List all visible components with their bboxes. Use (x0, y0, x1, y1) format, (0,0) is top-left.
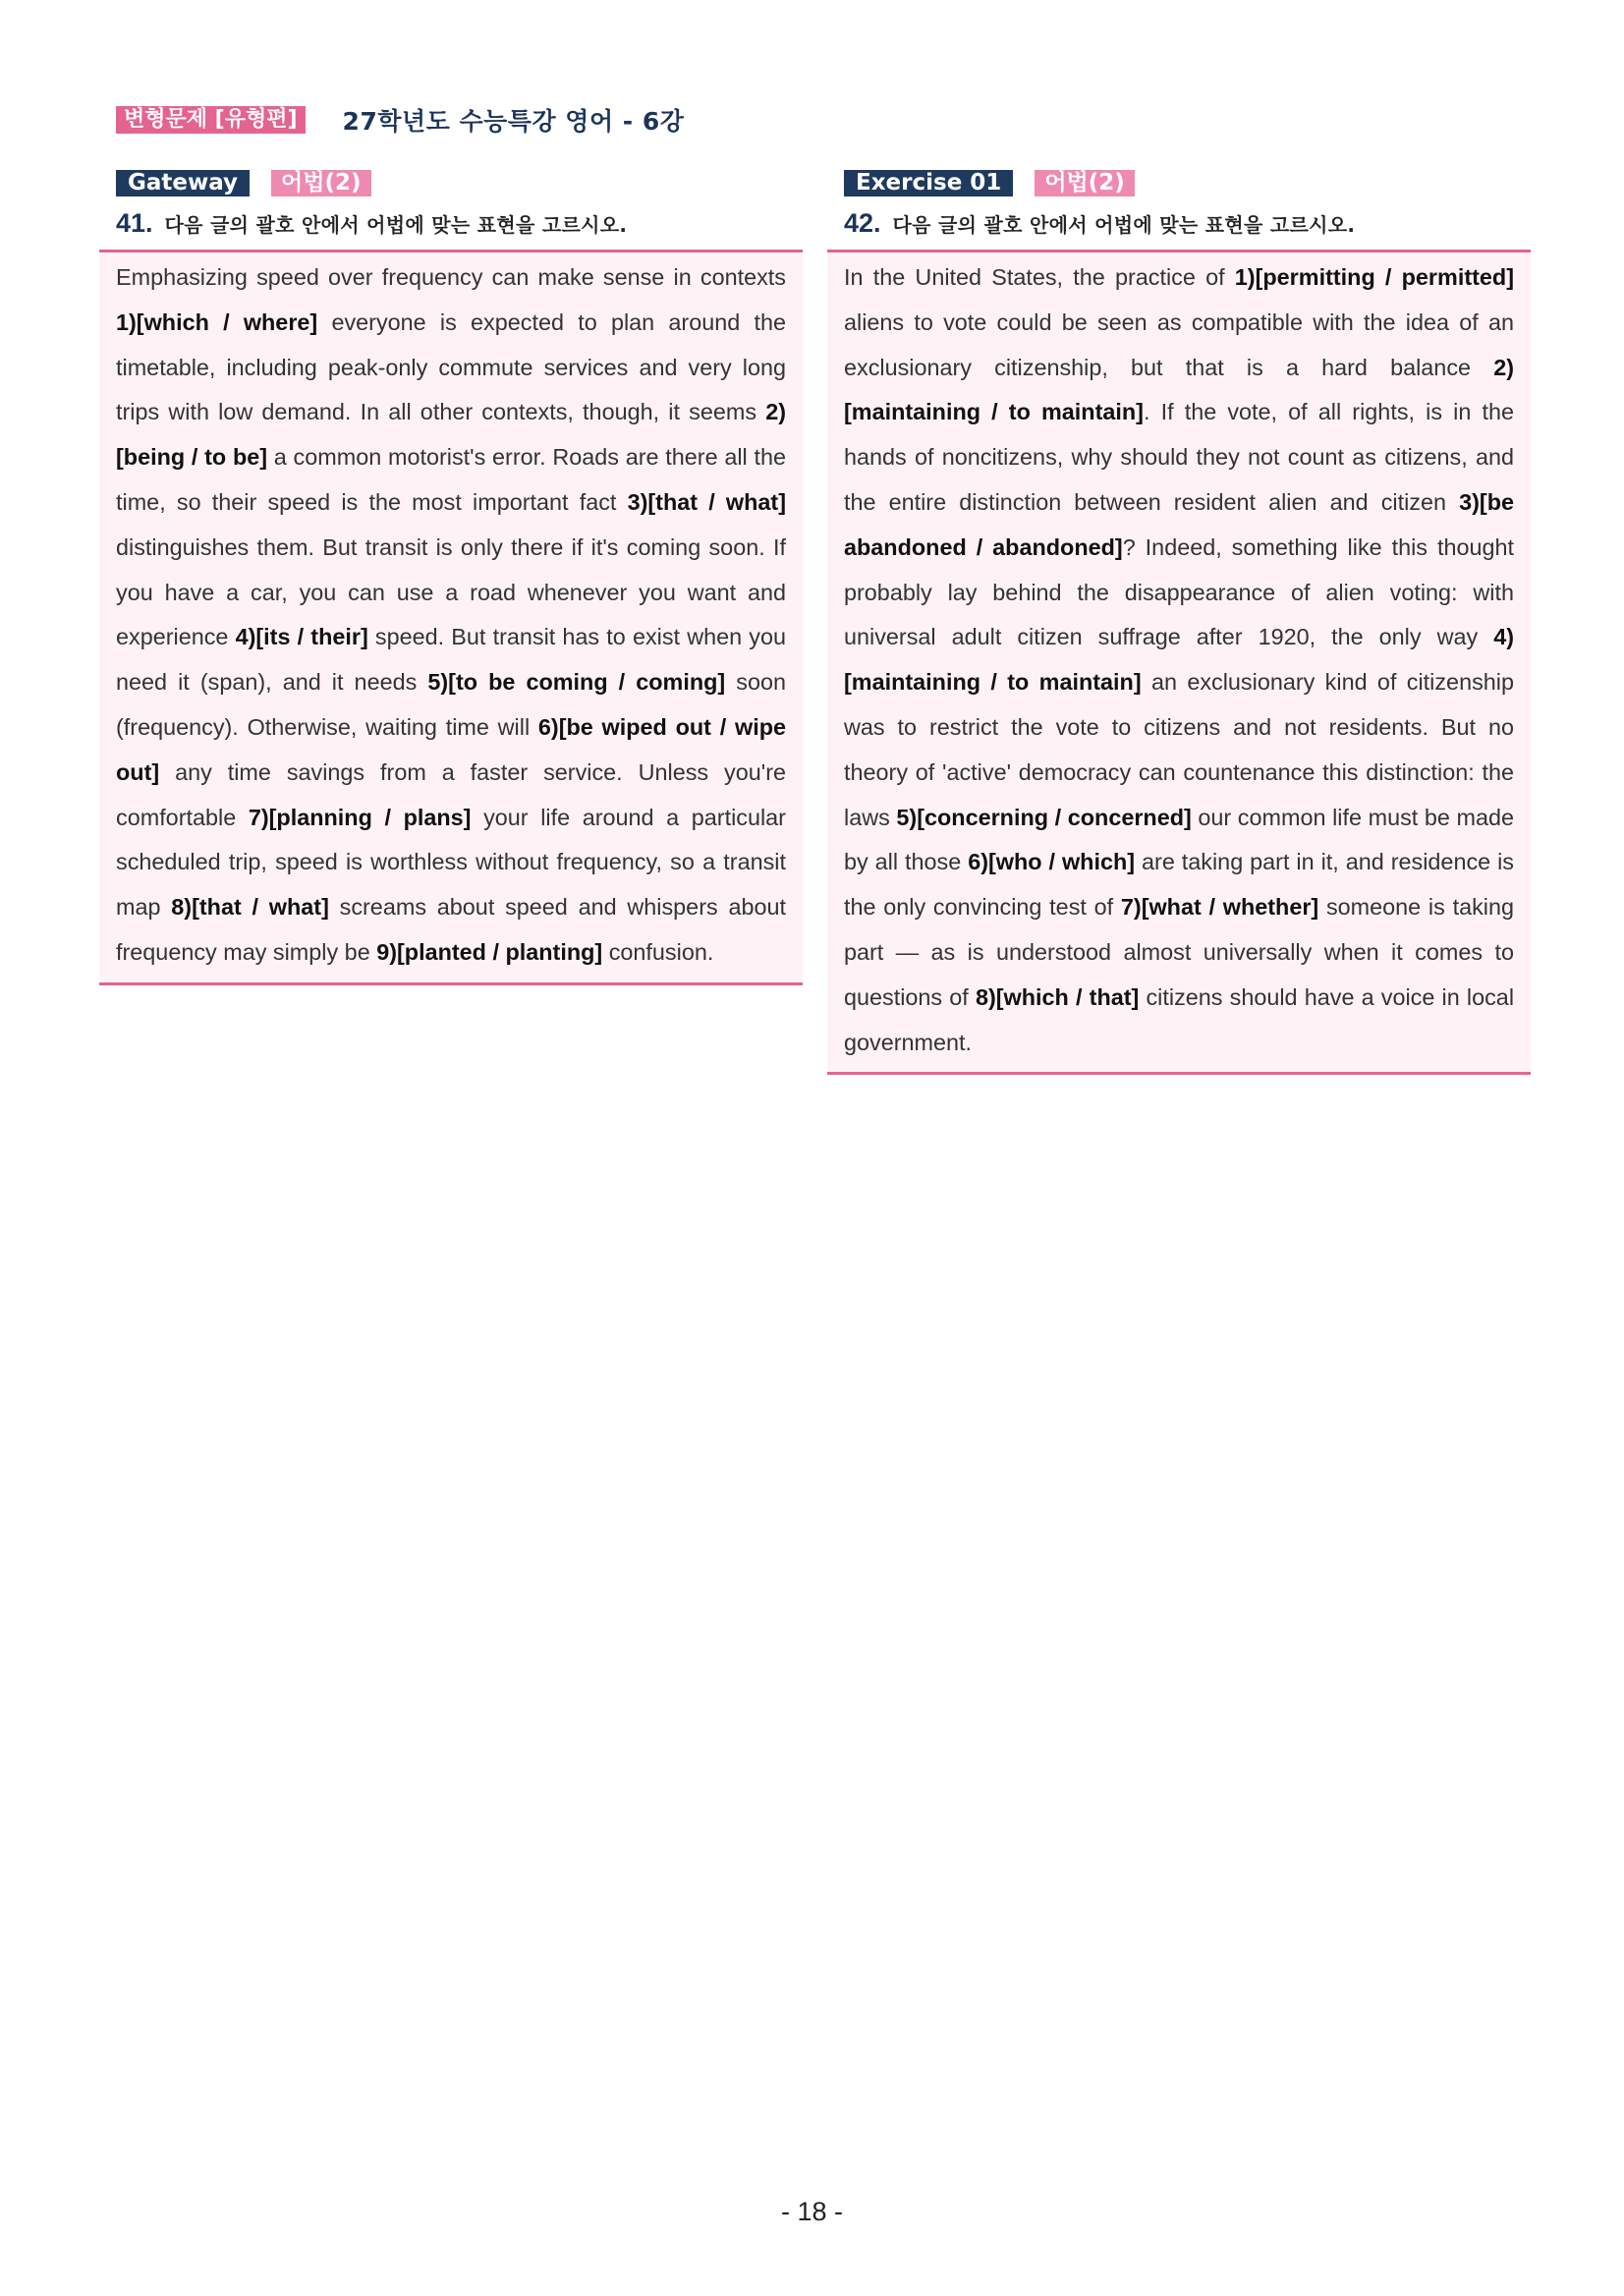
passage-text: screams about speed and whispers about frequency may simply be (116, 894, 786, 965)
grammar-choice: 4)[maintaining / to maintain] (844, 624, 1514, 696)
passage-text: someone is taking part — as is understood almost universally when it comes to questions of (844, 894, 1514, 1010)
passage-text: aliens to vote could be seen as compatible with the idea of an exclusionary citizenship, but that is a hard balance (844, 308, 1514, 380)
page-title: 27학년도 수능특강 영어 - 6강 (342, 107, 685, 136)
passage-text: In the United States, the practice of (844, 264, 1235, 290)
question-type-label: 어법(2) (271, 170, 370, 196)
passage-text: ? Indeed, something like this thought probably lay behind the disappearance of alien voting: with universal adult citizen suffrage after 1920, the only way (844, 533, 1514, 650)
passage-text: citizens should have a voice in local government. (844, 983, 1515, 1055)
grammar-choice: 2)[maintaining / to maintain] (844, 354, 1514, 425)
section-labels (116, 169, 803, 196)
passage-text: your life around a particular scheduled trip, speed is worthless without frequency, so a transit map (116, 804, 786, 921)
page-number: - 18 - (780, 2197, 844, 2226)
grammar-choice: 1)[which / where] (116, 308, 318, 335)
question-prompt: 다음 글의 괄호 안에서 어법에 맞는 표현을 고르시오. (164, 213, 628, 237)
grammar-choice: 3)[that / what] (627, 488, 786, 515)
question-prompt: 다음 글의 괄호 안에서 어법에 맞는 표현을 고르시오. (892, 213, 1356, 237)
passage-text: a common motorist's error. Roads are there all the time, so their speed is the most important fact (116, 444, 786, 515)
grammar-choice: 8)[which / that] (975, 983, 1140, 1010)
worksheet-type-tag: 변형문제 [유형편] (116, 106, 306, 134)
grammar-choice: 7)[what / whether] (1120, 894, 1319, 921)
left-column (99, 169, 803, 985)
passage-text: are taking part in it, and residence is the only convincing test of (844, 849, 1515, 921)
passage-text: soon (frequency). Otherwise, waiting time will (116, 669, 786, 740)
grammar-choice: 4)[its / their] (235, 624, 368, 650)
section-label: Gateway (116, 170, 250, 196)
question-heading (844, 208, 1531, 244)
passage-box (827, 250, 1531, 1075)
grammar-choice: 6)[who / which] (968, 849, 1136, 875)
grammar-choice: 1)[permitting / permitted] (1234, 264, 1514, 290)
question-number: 42. (844, 208, 881, 238)
passage-text: any time savings from a faster service. Unless you're comfortable (116, 758, 786, 830)
grammar-choice: 2)[being / to be] (116, 399, 786, 471)
grammar-choice: 8)[that / what] (171, 894, 329, 921)
grammar-choice: 5)[concerning / concerned] (896, 804, 1192, 830)
section-labels (844, 169, 1531, 196)
grammar-choice: 6)[be wiped out / wipe out] (116, 713, 786, 785)
passage-text: everyone is expected to plan around the timetable, including peak-only commute services and very long trips with low demand. In all other contexts, though, it seems (116, 308, 786, 425)
passage-text: Emphasizing speed over frequency can make sense in contexts (116, 264, 786, 290)
passage-text: confusion. (602, 938, 714, 965)
grammar-choice: 5)[to be coming / coming] (427, 669, 726, 696)
passage-text: distinguishes them. But transit is only there if it's coming soon. If you have a car, you can use a road whenever you want and experience (116, 533, 786, 650)
right-column (827, 169, 1531, 1075)
passage-text: our common life must be made by all those (844, 804, 1514, 875)
section-label: Exercise 01 (844, 170, 1013, 196)
passage-text: an exclusionary kind of citizenship was to restrict the vote to citizens and not residents. But no theory of 'active' democracy can countenance this distinction: the laws (844, 669, 1514, 830)
grammar-choice: 7)[planning / plans] (248, 804, 472, 830)
page-header (116, 104, 684, 136)
question-number: 41. (116, 208, 153, 238)
question-heading (116, 208, 803, 244)
grammar-choice: 3)[be abandoned / abandoned] (844, 488, 1514, 560)
passage-box (99, 250, 803, 985)
passage-text: . If the vote, of all rights, is in the hands of noncitizens, why should they not count as citizens, and the entire distinction between resident alien and citizen (844, 399, 1514, 515)
question-type-label: 어법(2) (1035, 170, 1134, 196)
passage-text: speed. But transit has to exist when you need it (span), and it needs (116, 624, 786, 696)
grammar-choice: 9)[planted / planting] (376, 938, 603, 965)
